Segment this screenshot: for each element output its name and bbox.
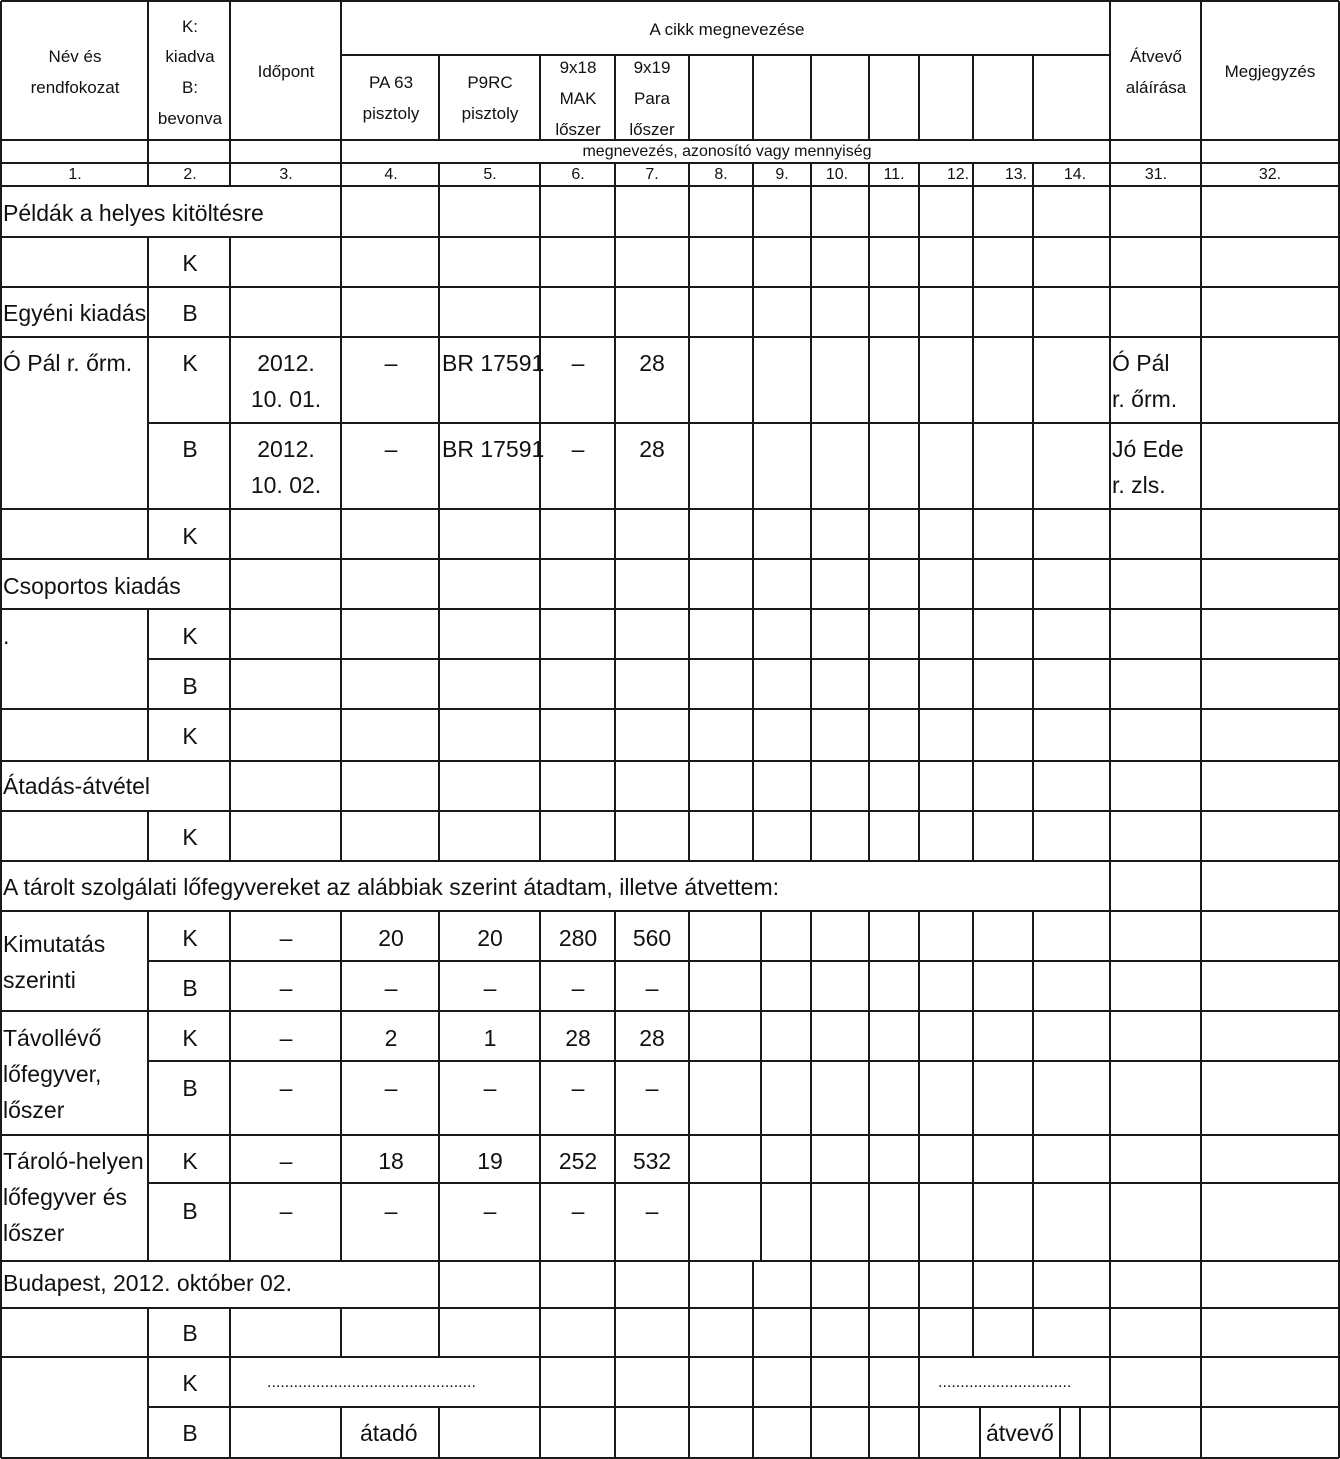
receiver-signature-line: ..............................	[938, 1374, 1072, 1391]
stock-value-cell: 19	[477, 1148, 503, 1174]
column-number: 13.	[1004, 166, 1028, 183]
header-k-label: K:	[181, 17, 199, 36]
column-number: 6.	[571, 166, 585, 183]
individual-date-b-line2: 10. 02.	[250, 472, 322, 498]
individual-signature-k-line2: r. őrm.	[1112, 386, 1178, 412]
stock-value-cell: –	[645, 1075, 659, 1101]
column-number: 8.	[714, 166, 728, 183]
stock-value-cell: 252	[558, 1148, 598, 1174]
stock-value-cell: –	[279, 975, 293, 1001]
individual-mak-b: –	[571, 436, 585, 462]
stock-label-stored-line3: lőszer	[3, 1220, 65, 1246]
stock-value-cell: –	[384, 1075, 398, 1101]
column-number: 5.	[483, 166, 497, 183]
individual-p9rc-b: BR 17591	[442, 436, 545, 462]
individual-pa63-b: –	[384, 436, 398, 462]
section-individual: Egyéni kiadás	[3, 300, 147, 326]
header-name-rank-line1: Név és	[48, 47, 102, 66]
stock-value-cell: –	[384, 975, 398, 1001]
stock-value-cell: 18	[378, 1148, 404, 1174]
stock-value-cell: –	[384, 1198, 398, 1224]
header-b-meaning: bevonva	[157, 109, 223, 128]
stock-value-cell: 280	[558, 925, 598, 951]
header-subheader: megnevezés, azonosító vagy mennyiség	[582, 143, 872, 160]
column-number: 1.	[68, 166, 82, 183]
stock-label-stored-line1: Tároló-helyen	[3, 1148, 144, 1174]
stock-value-cell: –	[571, 975, 585, 1001]
stock-value-cell: 2	[384, 1025, 398, 1051]
header-signature-line1: Átvevő	[1130, 47, 1182, 66]
stock-value-cell: –	[279, 1198, 293, 1224]
stock-value-cell: –	[279, 1148, 293, 1174]
stock-value-cell: 28	[565, 1025, 591, 1051]
individual-date-k-line1: 2012.	[257, 350, 315, 376]
code-b: B	[182, 673, 198, 699]
stock-value-cell: –	[279, 925, 293, 951]
code-k: K	[182, 1370, 198, 1396]
column-number: 32.	[1258, 166, 1282, 183]
individual-signature-b-line2: r. zls.	[1112, 472, 1166, 498]
stock-label-reported-line2: szerinti	[3, 967, 76, 993]
code-k: K	[182, 723, 198, 749]
column-number: 7.	[645, 166, 659, 183]
stock-label-absent-line1: Távollévő	[3, 1025, 102, 1051]
individual-date-b-line1: 2012.	[257, 436, 315, 462]
stock-code-k: K	[182, 1025, 198, 1051]
code-b: B	[182, 300, 198, 326]
place-date: Budapest, 2012. október 02.	[3, 1270, 292, 1296]
giver-signature-line: ...............................................	[267, 1374, 476, 1391]
individual-code-b: B	[182, 436, 198, 462]
header-k-meaning: kiadva	[165, 47, 215, 66]
stock-code-b: B	[182, 975, 198, 1001]
header-mak-line1: 9x18	[559, 58, 597, 77]
header-mak-line3: lőszer	[555, 120, 601, 139]
header-name-rank-line2: rendfokozat	[30, 78, 120, 97]
header-signature-line2: aláírása	[1125, 78, 1187, 97]
code-b: B	[182, 1420, 198, 1446]
stock-value-cell: 1	[483, 1025, 497, 1051]
column-number: 9.	[775, 166, 789, 183]
column-number: 31.	[1144, 166, 1168, 183]
individual-name: Ó Pál r. őrm.	[3, 350, 133, 376]
stock-value-cell: –	[279, 1025, 293, 1051]
header-remark: Megjegyzés	[1224, 62, 1316, 81]
header-pa63-line1: PA 63	[368, 73, 414, 92]
header-p9rc-line2: pisztoly	[461, 104, 519, 123]
group-dot: .	[3, 623, 10, 649]
section-handover: Átadás-átvétel	[3, 773, 151, 799]
column-number: 3.	[279, 166, 293, 183]
stock-value-cell: –	[645, 1198, 659, 1224]
header-item-name: A cikk megnevezése	[649, 20, 805, 39]
header-para-line1: 9x19	[633, 58, 671, 77]
individual-signature-k-line1: Ó Pál	[1112, 350, 1170, 376]
stored-statement: A tárolt szolgálati lőfegyvereket az alábbiak szerint átadtam, illetve átvettem:	[3, 874, 780, 900]
column-number: 2.	[183, 166, 197, 183]
column-number: 4.	[384, 166, 398, 183]
code-k: K	[182, 523, 198, 549]
column-number: 10.	[825, 166, 849, 183]
section-examples: Példák a helyes kitöltésre	[3, 200, 264, 226]
stock-code-b: B	[182, 1075, 198, 1101]
column-number: 14.	[1063, 166, 1087, 183]
individual-p9rc-k: BR 17591	[442, 350, 545, 376]
stock-label-absent-line2: lőfegyver,	[3, 1061, 102, 1087]
stock-label-stored-line2: lőfegyver és	[3, 1184, 128, 1210]
stock-value-cell: –	[483, 975, 497, 1001]
individual-para-k: 28	[639, 350, 665, 376]
individual-pa63-k: –	[384, 350, 398, 376]
stock-value-cell: –	[483, 1198, 497, 1224]
stock-value-cell: –	[279, 1075, 293, 1101]
header-para-line2: Para	[634, 89, 670, 108]
header-para-line3: lőszer	[629, 120, 675, 139]
header-mak-line2: MAK	[559, 89, 597, 108]
stock-value-cell: –	[645, 975, 659, 1001]
code-k: K	[182, 250, 198, 276]
receiver-label: átvevő	[986, 1420, 1054, 1446]
individual-signature-b-line1: Jó Ede	[1112, 436, 1184, 462]
stock-value-cell: 532	[632, 1148, 672, 1174]
header-pa63-line2: pisztoly	[362, 104, 420, 123]
section-group: Csoportos kiadás	[3, 573, 181, 599]
column-number: 12.	[946, 166, 970, 183]
code-b: B	[182, 1320, 198, 1346]
individual-date-k-line2: 10. 01.	[250, 386, 322, 412]
code-k: K	[182, 824, 198, 850]
stock-label-absent-line3: lőszer	[3, 1097, 65, 1123]
giver-label: átadó	[360, 1420, 418, 1446]
stock-value-cell: 20	[378, 925, 404, 951]
stock-value-cell: –	[571, 1198, 585, 1224]
stock-label-reported-line1: Kimutatás	[3, 931, 106, 957]
column-number: 11.	[883, 166, 905, 183]
stock-code-b: B	[182, 1198, 198, 1224]
individual-mak-k: –	[571, 350, 585, 376]
header-p9rc-line1: P9RC	[467, 73, 513, 92]
header-b-label: B:	[181, 78, 199, 97]
stock-value-cell: –	[483, 1075, 497, 1101]
stock-value-cell: 20	[477, 925, 503, 951]
header-time: Időpont	[257, 62, 315, 81]
stock-value-cell: 28	[639, 1025, 665, 1051]
individual-para-b: 28	[639, 436, 665, 462]
stock-code-k: K	[182, 925, 198, 951]
code-k: K	[182, 623, 198, 649]
stock-value-cell: 560	[632, 925, 672, 951]
stock-value-cell: –	[571, 1075, 585, 1101]
individual-code-k: K	[182, 350, 198, 376]
stock-code-k: K	[182, 1148, 198, 1174]
